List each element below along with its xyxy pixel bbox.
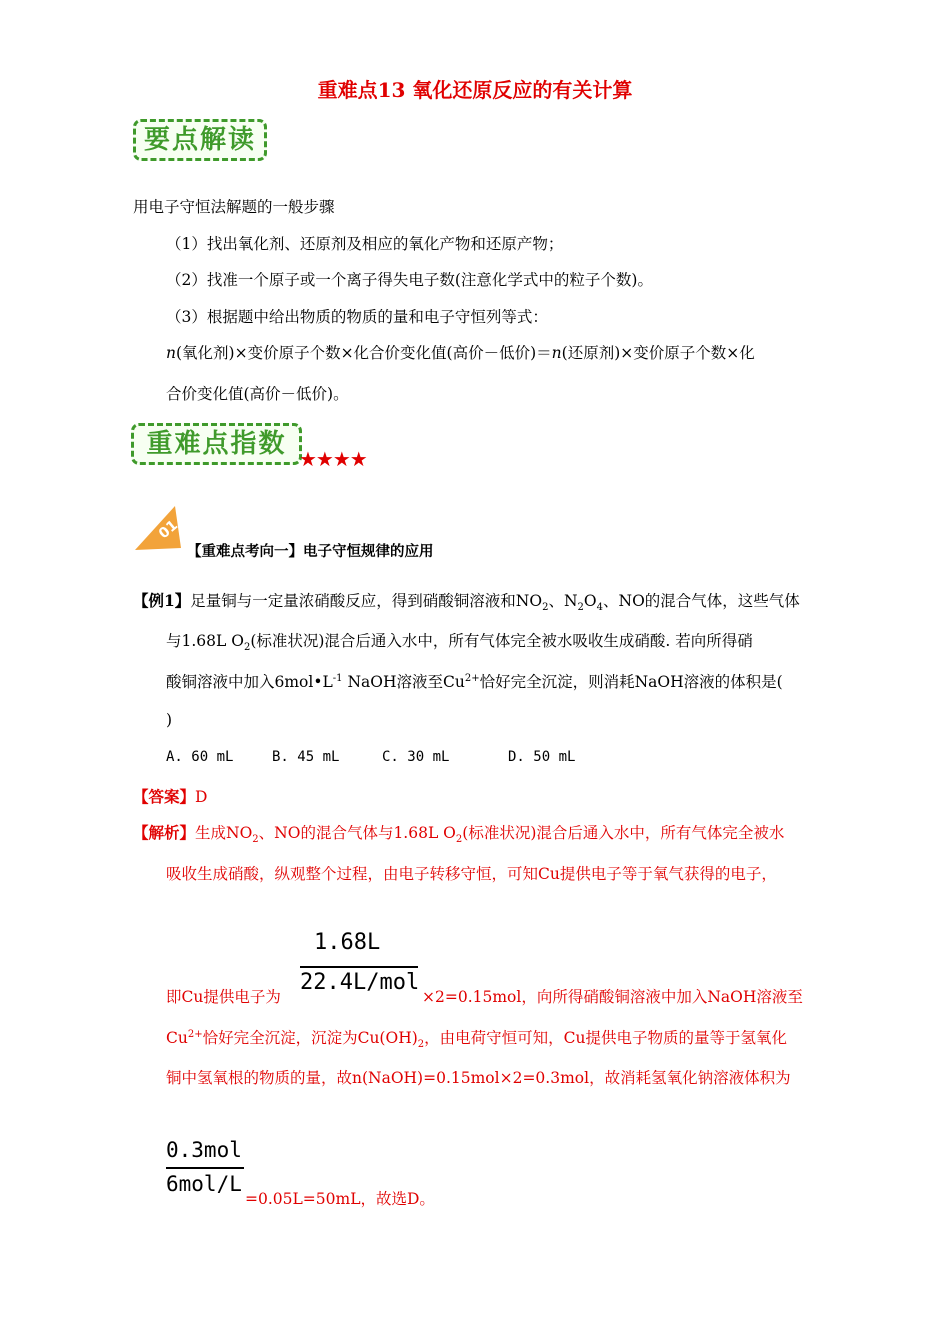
analysis-line-4: $Cu^{2+}$恰好完全沉淀，沉淀为$Cu(OH)_2$，由电荷守恒可知，Cu提供电子物质的量等于氢氧化 — [166, 1028, 787, 1051]
fraction-numerator: 1.68L — [314, 930, 381, 955]
answer-line: 【答案】D — [133, 787, 208, 806]
fraction-bar — [300, 966, 418, 968]
intro-text: 用电子守恒法解题的一般步骤 — [133, 198, 335, 216]
example-line-1: 【例1】足量铜与一定量浓硝酸反应，得到硝酸铜溶液和$NO_2$、$N_2O_4$、NO的混合气体，这些气体 — [133, 591, 800, 614]
fraction-denominator: 6mol/L — [166, 1172, 242, 1196]
fraction-electrons — [300, 930, 420, 1000]
example-line-2: 与1.68L $O_2$(标准状况)混合后通入水中，所有气体完全被水吸收生成硝酸. 若向所得硝 — [166, 632, 753, 654]
page-title: 重难点13 氧化还原反应的有关计算 — [317, 78, 633, 102]
analysis-line-6: =0.05L=50mL，故选D。 — [245, 1190, 435, 1208]
analysis-line-3a: 即Cu提供电子为 — [166, 988, 281, 1006]
analysis-line-3b: ×2=0.15mol，向所得硝酸铜溶液中加入NaOH溶液至 — [422, 988, 803, 1006]
step-1: （1）找出氧化剂、还原剂及相应的氧化产物和还原产物； — [166, 235, 564, 253]
difficulty-badge: 重难点指数 — [131, 423, 302, 465]
example-line-3: 酸铜溶液中加入$6mol•L^{-1}$ NaOH溶液至$Cu^{2+}$恰好完全沉淀，则消耗NaOH溶液的体积是( — [166, 672, 783, 691]
step-2: （2）找准一个原子或一个离子得失电子数(注意化学式中的粒子个数)。 — [166, 271, 653, 289]
example-line-4: ) — [166, 711, 173, 729]
analysis-line-1: 【解析】生成$NO_2$、NO的混合气体与1.68L $O_2$(标准状况)混合后通入水中，所有气体完全被水 — [133, 823, 785, 846]
section-heading: 【重难点考向一】电子守恒规律的应用 — [187, 544, 434, 560]
option-a: A. 60 mL — [166, 749, 234, 765]
option-c: C. 30 mL — [382, 749, 450, 765]
difficulty-stars: ★★★★ — [299, 447, 367, 471]
fraction-denominator: 22.4L/mol — [300, 970, 420, 995]
option-b: B. 45 mL — [272, 749, 340, 765]
option-d: D. 50 mL — [508, 749, 576, 765]
section-number-text: 01 — [155, 517, 182, 543]
formula-line-1: n(氧化剂)×变价原子个数×化合价变化值(高价－低价)＝n(还原剂)×变价原子个数×化 — [166, 344, 755, 362]
fraction-volume — [166, 1138, 246, 1202]
step-3: （3）根据题中给出物质的物质的量和电子守恒列等式： — [166, 308, 548, 326]
analysis-line-2: 吸收生成硝酸，纵观整个过程，由电子转移守恒，可知Cu提供电子等于氧气获得的电子， — [166, 865, 777, 883]
section-number-icon — [131, 500, 183, 552]
fraction-numerator: 0.3mol — [166, 1138, 242, 1162]
analysis-line-5: 铜中氢氧根的物质的量，故n(NaOH)=0.15mol×2=0.3mol，故消耗氢氧化钠溶液体积为 — [166, 1069, 791, 1087]
fraction-bar — [166, 1167, 244, 1169]
formula-line-2: 合价变化值(高价－低价)。 — [166, 385, 349, 403]
key-points-badge: 要点解读 — [133, 119, 267, 161]
